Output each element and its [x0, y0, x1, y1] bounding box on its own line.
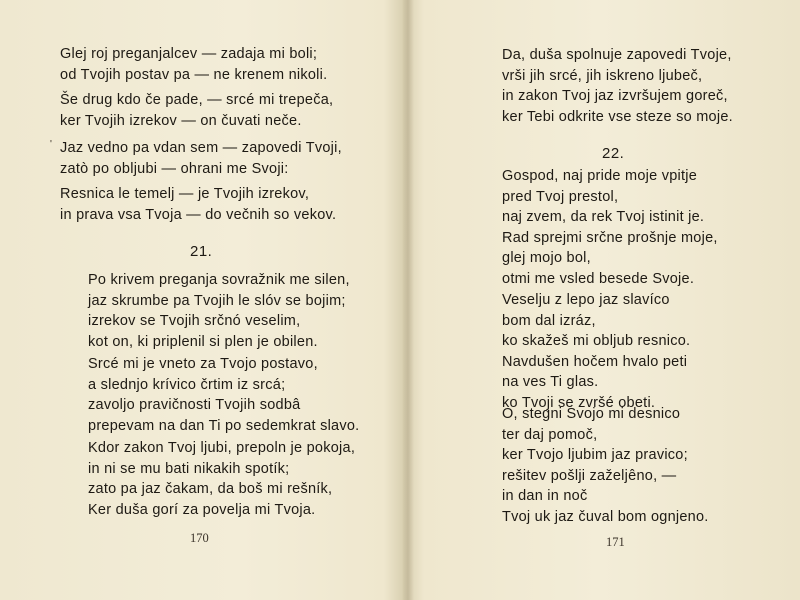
- verse-line: Ker duša gorí za povelja mi Tvoja.: [88, 501, 316, 518]
- verse-line: ko skažeš mi obljub resnico.: [502, 333, 691, 349]
- verse-line: in ni se mu bati nikakih spotík;: [88, 460, 290, 477]
- stanza: [60, 184, 336, 225]
- page-number: 171: [606, 535, 625, 549]
- stanza: [502, 404, 709, 527]
- verse-line: jaz skrumbe pa Tvojih le slóv se bojim;: [88, 292, 346, 309]
- stanza: [88, 270, 350, 352]
- verse-line: Jaz vedno pa vdan sem — zapovedi Tvoji,: [60, 140, 342, 156]
- verse-line: Navdušen hočem hvalo peti: [502, 353, 688, 370]
- verse-line: Še drug kdo če pade, — srcé mi trepeča,: [60, 92, 334, 108]
- stanza: [60, 44, 327, 85]
- verse-line: otmi me vsled besede Svoje.: [502, 270, 695, 287]
- verse-line: Tvoj uk jaz čuval bom ognjeno.: [502, 508, 709, 525]
- verse-line: a slednjo krívico črtim iz srcá;: [88, 376, 286, 393]
- margin-mark: ': [50, 139, 52, 150]
- verse-line: Glej roj preganjalcev — zadaja mi boli;: [60, 46, 318, 62]
- verse-line: Resnica le temelj — je Tvojih izrekov,: [60, 186, 310, 202]
- verse-line: ko Tvoji se zvršé obeti.: [502, 394, 656, 411]
- verse-line: zato pa jaz čakam, da boš mi rešník,: [88, 481, 333, 497]
- verse-line: glej mojo bol,: [502, 250, 591, 266]
- verse-line: rešitev pošlji zaželjêno, —: [502, 467, 677, 484]
- verse-line: pred Tvoj prestol,: [502, 188, 619, 205]
- page-number: 170: [190, 531, 209, 545]
- verse-line: Kdor zakon Tvoj ljubi, prepoln je pokoja,: [88, 440, 356, 456]
- verse-line: na ves Ti glas.: [502, 374, 599, 390]
- verse-line: Da, duša spolnuje zapovedi Tvoje,: [502, 47, 732, 63]
- verse-line: od Tvojih postav pa — ne krenem nikoli.: [60, 66, 328, 83]
- stanza: [502, 166, 718, 289]
- verse-line: zavoljo pravičnosti Tvojih sodbâ: [88, 397, 301, 413]
- stanza: [88, 438, 355, 520]
- stanza: [60, 90, 333, 131]
- stanza: [502, 45, 733, 127]
- verse-line: Rad sprejmi srčne prošnje moje,: [502, 229, 718, 246]
- verse-line: ter daj pomoč,: [502, 426, 598, 443]
- section-number: 22.: [602, 145, 625, 162]
- verse-line: izrekov se Tvojih srčnó veselim,: [88, 313, 301, 329]
- verse-line: kot on, ki priplenil si plen je obilen.: [88, 333, 318, 350]
- verse-line: ker Tvojo ljubim jaz pravico;: [502, 447, 688, 463]
- section-number: 21.: [190, 243, 213, 260]
- verse-line: in prava vsa Tvoja — do večnih so vekov.: [60, 206, 337, 223]
- verse-line: ker Tebi odkrite vse steze so moje.: [502, 108, 733, 125]
- verse-line: Veselju z lepo jaz slavíco: [502, 292, 670, 308]
- verse-line: Gospod, naj pride moje vpitje: [502, 168, 698, 184]
- verse-line: naj zvem, da rek Tvoj istinit je.: [502, 209, 705, 225]
- verse-line: zatò po obljubi — ohrani me Svoji:: [60, 160, 289, 177]
- verse-line: prepevam na dan Ti po sedemkrat slavo.: [88, 417, 360, 434]
- verse-line: Srcé mi je vneto za Tvojo postavo,: [88, 356, 318, 372]
- verse-line: O, stegni Svojo mi desnico: [502, 406, 681, 422]
- verse-line: bom dal izráz,: [502, 312, 596, 329]
- stanza: [60, 138, 342, 179]
- verse-line: vrši jih srcé, jih iskreno ljubeč,: [502, 67, 703, 84]
- right-page: [410, 0, 800, 600]
- verse-line: ker Tvojih izrekov — on čuvati neče.: [60, 112, 302, 129]
- verse-line: in zakon Tvoj jaz izvršujem goreč,: [502, 88, 728, 104]
- stanza: [88, 354, 359, 436]
- stanza: [502, 290, 690, 413]
- verse-line: in dan in noč: [502, 488, 588, 504]
- verse-line: Po krivem preganja sovražnik me silen,: [88, 272, 350, 288]
